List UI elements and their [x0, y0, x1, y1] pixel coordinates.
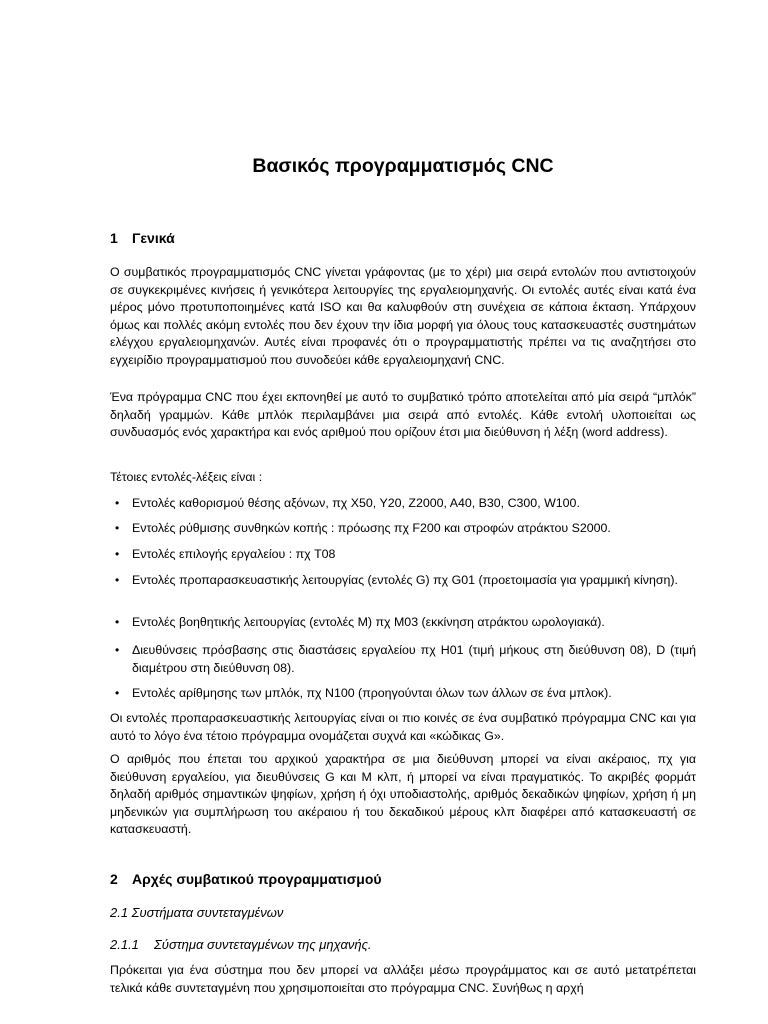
paragraph-machine-coordinates: Πρόκειται για ένα σύστημα που δεν μπορεί να αλλάξει μέσω προγράμματος και σε αυτό μετατρέπεται τελικά κάθε συντεταγμένη που χρησιμοποιείται στο πρόγραμμα CNC. Συνήθως η αρχή [110, 963, 696, 995]
bullet-icon: • [115, 643, 120, 657]
paragraph-general-intro: Ο συμβατικός προγραμματισμός CNC γίνεται γράφοντας (με το χέρι) μια σειρά εντολών που αντιστοιχούν σε συγκεκριμένες κινήσεις ή γενικότερα λειτουργίες της εργαλειομηχανής. Οι εντολές αυτές είναι κατά ένα μέρος μόνο προτυποποιημένες κατά ISO και θα καλυφθούν στη συνέχεια σε κάποια έκταση. Υπάρχουν όμως και πολλές ακόμη εντολές που δεν έχουν την ίδια μορφή για όλους τους κατασκευαστές συστημάτων ελέγχου εργαλειομηχανών. Αυτές είναι προφανές ότι ο προγραμματιστής πρέπει να τις αναζητήσει στο εγχειρίδιο προγραμματισμού που συνοδεύει κάθε εργαλειομηχανή CNC. [110, 265, 696, 367]
paragraph-g-code: Οι εντολές προπαρασκευαστικής λειτουργίας είναι οι πιο κοινές σε ένα συμβατικό πρόγραμμα CNC και για αυτό το λόγο ένα τέτοιο πρόγραμμα ονομάζεται συχνά και «κώδικας G». [110, 711, 696, 743]
subsection-2-1-1-heading [110, 937, 372, 952]
paragraph-word-list-intro: Τέτοιες εντολές-λέξεις είναι : [110, 470, 263, 484]
paragraph-number-format: Ο αριθμός που έπεται του αρχικού χαρακτήρα σε μια διεύθυνση μπορεί να είναι ακέραιος, πχ για διεύθυνση εργαλείου, για διευθύνσεις G και M κλπ, ή μπορεί να είναι πραγματικός. Το ακριβές φορμάτ δηλαδή αριθμός σημαντικών ψηφίων, χρήση ή όχι υποδιαστολής, αριθμός δεκαδικών ψηφίων, χρήση ή μη μηδενικών για συμπλήρωση του ακέραιου ή του δεκαδικού μέρους κλπ διαφέρει από κατασκευαστή σε κατασκευαστή. [110, 752, 696, 837]
bullet-icon: • [115, 686, 120, 700]
subsection-2-1-1-title: Σύστημα συντεταγμένων της μηχανής. [154, 937, 372, 952]
subsection-2-1-heading: 2.1 Συστήματα συντεταγμένων [110, 905, 284, 920]
bullet-icon: • [115, 615, 120, 629]
bullet-icon: • [115, 521, 120, 535]
subsection-2-1-1-number: 2.1.1 [110, 937, 139, 952]
bullet-icon: • [115, 573, 120, 587]
section-2-heading [110, 871, 382, 887]
section-1-heading [110, 230, 175, 246]
section-2-title: Αρχές συμβατικού προγραμματισμού [132, 871, 382, 887]
section-1-number: 1 [110, 230, 118, 246]
document-title: Βασικός προγραμματισμός CNC [252, 155, 554, 177]
bullet-icon: • [115, 547, 120, 561]
paragraph-program-structure: Ένα πρόγραμμα CNC που έχει εκπονηθεί με αυτό το συμβατικό τρόπο αποτελείται από μία σειρά “μπλόκ” δηλαδή γραμμών. Κάθε μπλόκ περιλαμβάνει μια σειρά από εντολές. Κάθε εντολή υλοποιείται ως συνδυασμός ενός χαρακτήρα και ενός αριθμού που ορίζουν έτσι μια διεύθυνση ή λέξη (word address). [110, 390, 696, 440]
section-1-title: Γενικά [132, 230, 175, 246]
section-2-number: 2 [110, 871, 118, 887]
bullet-icon: • [115, 496, 120, 510]
